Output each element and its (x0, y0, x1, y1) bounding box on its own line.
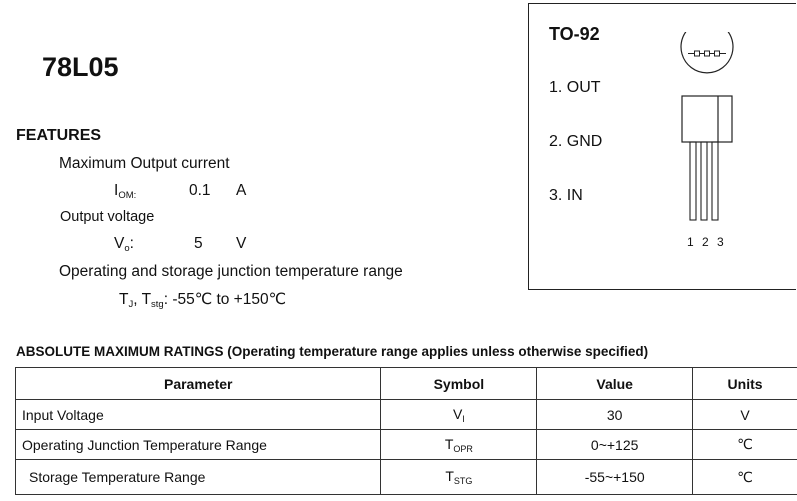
temperature-range-label: Operating and storage junction temperature range (59, 263, 403, 280)
pin-1-label: 1. OUT (549, 79, 601, 96)
row-symbol: $V_I$ (381, 400, 537, 430)
package-top-leads (688, 51, 726, 56)
tj-subscript: J (128, 299, 134, 310)
iom-symbol: $I_{OM:}$ (114, 182, 137, 201)
iom-value: 0.1 (189, 182, 211, 199)
vo-subscript: o (124, 243, 130, 254)
row-unit: ℃ (693, 430, 797, 460)
temperature-range-value: $T_J$, $T_{stg}$: -55℃ to +150℃ (119, 291, 287, 310)
part-number-title: 78L05 (42, 52, 119, 82)
row-value: -55~+150 (537, 460, 693, 495)
table-row (16, 460, 797, 495)
row-value: 0~+125 (537, 430, 693, 460)
max-output-current-label: Maximum Output current (59, 155, 230, 172)
row-unit: V (693, 400, 797, 430)
tstg-subscript: stg (151, 299, 164, 310)
ratings-table (15, 367, 797, 495)
row-parameter: Input Voltage (16, 400, 381, 430)
vo-symbol: $V_o$: (114, 235, 134, 254)
vo-value: 5 (194, 235, 203, 252)
package-leads (690, 142, 718, 220)
table-header-row (16, 368, 797, 400)
iom-subscript: OM: (118, 190, 137, 201)
row-value: 30 (537, 400, 693, 430)
row-symbol: $T_{STG}$ (381, 460, 537, 495)
header-units: Units (693, 368, 797, 400)
package-side-body (682, 96, 732, 142)
header-parameter: Parameter (16, 368, 381, 400)
pin-number-2: 2 (702, 235, 709, 249)
pin-number-1: 1 (687, 235, 694, 249)
row-parameter: Storage Temperature Range (16, 460, 381, 495)
package-name: TO-92 (549, 24, 600, 44)
header-symbol: Symbol (381, 368, 537, 400)
to92-package-icon (672, 32, 742, 250)
features-heading: FEATURES (16, 127, 102, 144)
header-value: Value (537, 368, 693, 400)
pin-3-label: 3. IN (549, 187, 583, 204)
pin-2-label: 2. GND (549, 133, 603, 150)
vo-unit: V (236, 235, 247, 252)
absolute-max-ratings-heading: ABSOLUTE MAXIMUM RATINGS (Operating temperature range applies unless otherwise specified) (16, 344, 649, 359)
row-parameter: Operating Junction Temperature Range (16, 430, 381, 460)
table-row (16, 400, 797, 430)
table-row (16, 430, 797, 460)
row-unit: ℃ (693, 460, 797, 495)
row-symbol: $T_{OPR}$ (381, 430, 537, 460)
output-voltage-label: Output voltage (60, 209, 155, 225)
iom-unit: A (236, 182, 247, 199)
pin-number-3: 3 (717, 235, 724, 249)
package-top-view (681, 32, 733, 73)
